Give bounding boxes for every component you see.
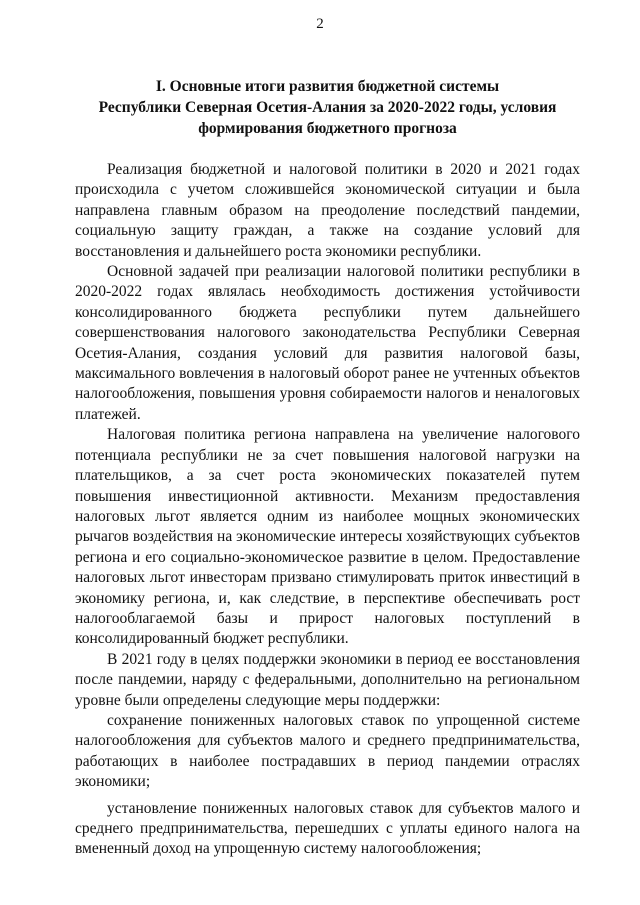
paragraph: Реализация бюджетной и налоговой политики в 2020 и 2021 годах происходила с учетом сложившейся экономической ситуации и была направлена главным образом на преодоление последствий пандемии, социальную защиту граждан, а также на создание условий для восстановления и дальнейшего роста экономики республики. [75, 161, 580, 260]
paragraph: В 2021 году в целях поддержки экономики в период ее восстановления после пандемии, наряду с федеральными, дополнительно на региональном уровне были определены следующие меры поддержки: [75, 650, 580, 709]
list-item: сохранение пониженных налоговых ставок по упрощенной системе налогообложения для субъектов малого и среднего предпринимательства, работающих в наиболее пострадавших в период пандемии отраслях экономики; [75, 711, 580, 791]
paragraph: Основной задачей при реализации налоговой политики республики в 2020-2022 годах являлась необходимость достижения устойчивости консолидированного бюджета республики путем дальнейшего совершенствования налогового законодательства Республики Северная Осетия-Алания, создания условий для развития налоговой базы, максимального вовлечения в налоговый оборот ранее не учтенных объектов налогообложения, повышения уровня собираемости налогов и неналоговых платежей. [75, 263, 580, 423]
section-heading [75, 76, 580, 139]
heading-line: I. Основные итоги развития бюджетной системы [155, 78, 500, 95]
heading-line: формирования бюджетного прогноза [198, 120, 457, 137]
heading-line: Республики Северная Осетия-Алания за 2020-2022 годы, условия [98, 99, 557, 116]
page-number: 2 [316, 16, 324, 32]
paragraph: Налоговая политика региона направлена на увеличение налогового потенциала республики не за счет повышения налоговой нагрузки на плательщиков, а за счет роста экономических показателей путем повышения инвестиционной активности. Механизм предоставления налоговых льгот является одним из наиболее мощных экономических рычагов воздействия на экономические интересы хозяйствующих субъектов региона и его социально-экономическое развитие в целом. Предоставление налоговых льгот инвесторам призвано стимулировать приток инвестиций в экономику региона, и, как следствие, в перспективе обеспечивать рост налогооблагаемой базы и прирост налоговых поступлений в консолидированный бюджет республики. [75, 426, 580, 648]
document-body [75, 160, 580, 860]
list-item: установление пониженных налоговых ставок для субъектов малого и среднего предпринимательства, перешедших с уплаты единого налога на вмененный доход на упрощенную систему налогообложения; [75, 799, 580, 858]
